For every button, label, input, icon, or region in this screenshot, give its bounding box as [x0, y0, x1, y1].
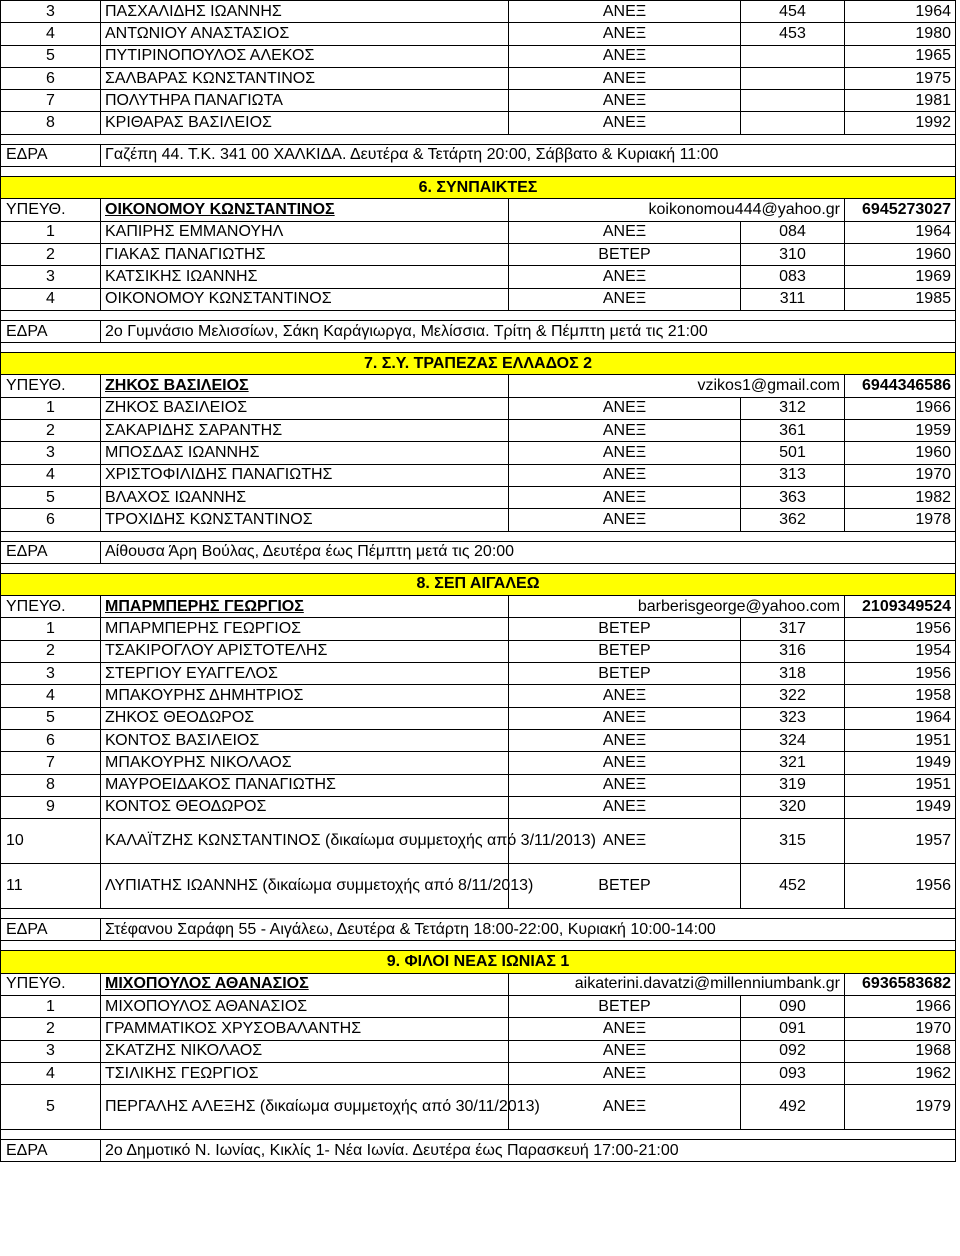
player-birth-year: 1964	[845, 221, 956, 243]
player-code: 317	[741, 618, 845, 640]
venue-label: ΕΔΡΑ	[1, 320, 101, 342]
venue-row	[1, 1140, 956, 1162]
player-name: ΚΡΙΘΑΡΑΣ ΒΑΣΙΛΕΙΟΣ	[101, 112, 509, 134]
player-number: 3	[1, 266, 101, 288]
spacer-cell	[1, 941, 956, 951]
venue-row	[1, 541, 956, 563]
player-name: ΣΑΚΑΡΙΔΗΣ ΣΑΡΑΝΤΗΣ	[101, 420, 509, 442]
manager-name: ΖΗΚΟΣ ΒΑΣΙΛΕΙΟΣ	[101, 375, 509, 397]
player-position: ΑΝΕΞ	[509, 752, 741, 774]
player-name: ΣΚΑΤΖΗΣ ΝΙΚΟΛΑΟΣ	[101, 1040, 509, 1062]
player-row	[1, 112, 956, 134]
player-row	[1, 420, 956, 442]
player-code: 090	[741, 995, 845, 1017]
player-position: ΑΝΕΞ	[509, 420, 741, 442]
player-row	[1, 221, 956, 243]
player-name: ΓΡΑΜΜΑΤΙΚΟΣ ΧΡΥΣΟΒΑΛΑΝΤΗΣ	[101, 1018, 509, 1040]
player-number: 7	[1, 752, 101, 774]
player-code: 453	[741, 23, 845, 45]
player-code: 454	[741, 1, 845, 23]
spacer-cell	[1, 310, 956, 320]
manager-phone: 6945273027	[845, 199, 956, 221]
spacer-cell	[1, 563, 956, 573]
player-position: ΑΝΕΞ	[509, 266, 741, 288]
player-name: ΜΙΧΟΠΟΥΛΟΣ ΑΘΑΝΑΣΙΟΣ	[101, 995, 509, 1017]
player-birth-year: 1954	[845, 640, 956, 662]
player-name: ΠΑΣΧΑΛΙΔΗΣ ΙΩΑΝΝΗΣ	[101, 1, 509, 23]
player-birth-year: 1951	[845, 729, 956, 751]
venue-row	[1, 320, 956, 342]
player-code: 501	[741, 442, 845, 464]
venue-label: ΕΔΡΑ	[1, 919, 101, 941]
manager-email: aikaterini.davatzi@millenniumbank.gr	[509, 973, 845, 995]
spacer-row	[1, 343, 956, 353]
player-birth-year: 1966	[845, 995, 956, 1017]
player-name: ΚΑΛΑΪΤΖΗΣ ΚΩΝΣΤΑΝΤΙΝΟΣ (δικαίωμα συμμετοχής από 3/11/2013)	[101, 819, 509, 864]
player-number: 2	[1, 243, 101, 265]
team-title: 6. ΣΥΝΠΑΙΚΤΕΣ	[1, 177, 956, 199]
player-position: ΑΝΕΞ	[509, 707, 741, 729]
team-head-row	[1, 375, 956, 397]
player-position: ΑΝΕΞ	[509, 1040, 741, 1062]
venue-text: Αίθουσα Άρη Βούλας, Δευτέρα έως Πέμπτη μετά τις 20:00	[101, 541, 956, 563]
manager-phone: 6944346586	[845, 375, 956, 397]
player-row	[1, 486, 956, 508]
player-name: ΑΝΤΩΝΙΟΥ ΑΝΑΣΤΑΣΙΟΣ	[101, 23, 509, 45]
player-birth-year: 1979	[845, 1085, 956, 1130]
player-name: ΚΟΝΤΟΣ ΘΕΟΔΩΡΟΣ	[101, 796, 509, 818]
player-birth-year: 1978	[845, 509, 956, 531]
player-number: 4	[1, 464, 101, 486]
player-position: ΑΝΕΞ	[509, 112, 741, 134]
player-code: 324	[741, 729, 845, 751]
team-title: 9. ΦΙΛΟΙ ΝΕΑΣ ΙΩΝΙΑΣ 1	[1, 951, 956, 973]
player-number: 3	[1, 663, 101, 685]
player-row	[1, 90, 956, 112]
player-code	[741, 112, 845, 134]
player-birth-year: 1975	[845, 67, 956, 89]
spacer-cell	[1, 134, 956, 144]
spacer-row	[1, 167, 956, 177]
team-head-row	[1, 596, 956, 618]
player-row	[1, 864, 956, 909]
player-position: ΒΕΤΕΡ	[509, 243, 741, 265]
manager-label: ΥΠΕΥΘ.	[1, 973, 101, 995]
player-row	[1, 397, 956, 419]
player-number: 5	[1, 707, 101, 729]
player-position: ΑΝΕΞ	[509, 45, 741, 67]
player-row	[1, 266, 956, 288]
player-birth-year: 1982	[845, 486, 956, 508]
player-position: ΒΕΤΕΡ	[509, 618, 741, 640]
manager-label: ΥΠΕΥΘ.	[1, 199, 101, 221]
spacer-row	[1, 941, 956, 951]
team-title: 7. Σ.Υ. ΤΡΑΠΕΖΑΣ ΕΛΛΑΔΟΣ 2	[1, 353, 956, 375]
venue-row	[1, 144, 956, 166]
player-birth-year: 1949	[845, 796, 956, 818]
player-birth-year: 1980	[845, 23, 956, 45]
player-name: ΖΗΚΟΣ ΒΑΣΙΛΕΙΟΣ	[101, 397, 509, 419]
spacer-cell	[1, 531, 956, 541]
player-birth-year: 1958	[845, 685, 956, 707]
player-position: ΒΕΤΕΡ	[509, 663, 741, 685]
team-title-row	[1, 353, 956, 375]
manager-email: koikonomou444@yahoo.gr	[509, 199, 845, 221]
player-number: 2	[1, 1018, 101, 1040]
venue-text: Γαζέπη 44. Τ.Κ. 341 00 ΧΑΛΚΙΔΑ. Δευτέρα & Τετάρτη 20:00, Σάββατο & Κυριακή 11:00	[101, 144, 956, 166]
player-name: ΚΟΝΤΟΣ ΒΑΣΙΛΕΙΟΣ	[101, 729, 509, 751]
player-number: 4	[1, 685, 101, 707]
player-name: ΛΥΠΙΑΤΗΣ ΙΩΑΝΝΗΣ (δικαίωμα συμμετοχής από 8/11/2013)	[101, 864, 509, 909]
player-position: ΑΝΕΞ	[509, 1018, 741, 1040]
player-position: ΒΕΤΕΡ	[509, 995, 741, 1017]
player-code: 093	[741, 1062, 845, 1084]
player-code: 492	[741, 1085, 845, 1130]
player-code: 316	[741, 640, 845, 662]
player-row	[1, 1085, 956, 1130]
player-row	[1, 288, 956, 310]
player-number: 4	[1, 1062, 101, 1084]
player-birth-year: 1964	[845, 707, 956, 729]
player-position: ΒΕΤΕΡ	[509, 864, 741, 909]
player-code: 091	[741, 1018, 845, 1040]
player-number: 7	[1, 90, 101, 112]
player-row	[1, 707, 956, 729]
venue-label: ΕΔΡΑ	[1, 541, 101, 563]
player-name: ΧΡΙΣΤΟΦΙΛΙΔΗΣ ΠΑΝΑΓΙΩΤΗΣ	[101, 464, 509, 486]
spacer-cell	[1, 909, 956, 919]
player-name: ΣΑΛΒΑΡΑΣ ΚΩΝΣΤΑΝΤΙΝΟΣ	[101, 67, 509, 89]
player-row	[1, 442, 956, 464]
venue-label: ΕΔΡΑ	[1, 1140, 101, 1162]
player-position: ΑΝΕΞ	[509, 796, 741, 818]
manager-email: vzikos1@gmail.com	[509, 375, 845, 397]
player-birth-year: 1969	[845, 266, 956, 288]
player-number: 2	[1, 640, 101, 662]
venue-label: ΕΔΡΑ	[1, 144, 101, 166]
player-birth-year: 1956	[845, 663, 956, 685]
player-number: 4	[1, 288, 101, 310]
venue-row	[1, 919, 956, 941]
player-birth-year: 1959	[845, 420, 956, 442]
player-code: 084	[741, 221, 845, 243]
player-birth-year: 1960	[845, 243, 956, 265]
team-head-row	[1, 973, 956, 995]
player-row	[1, 685, 956, 707]
manager-label: ΥΠΕΥΘ.	[1, 375, 101, 397]
player-birth-year: 1957	[845, 819, 956, 864]
spacer-cell	[1, 1130, 956, 1140]
spacer-row	[1, 531, 956, 541]
player-row	[1, 1040, 956, 1062]
player-name: ΤΡΟΧΙΔΗΣ ΚΩΝΣΤΑΝΤΙΝΟΣ	[101, 509, 509, 531]
spacer-row	[1, 909, 956, 919]
player-number: 8	[1, 774, 101, 796]
player-position: ΑΝΕΞ	[509, 442, 741, 464]
player-row	[1, 774, 956, 796]
player-birth-year: 1962	[845, 1062, 956, 1084]
player-code: 083	[741, 266, 845, 288]
manager-name: ΜΠΑΡΜΠΕΡΗΣ ΓΕΩΡΓΙΟΣ	[101, 596, 509, 618]
player-row	[1, 819, 956, 864]
player-birth-year: 1965	[845, 45, 956, 67]
player-number: 3	[1, 1, 101, 23]
player-row	[1, 729, 956, 751]
player-code	[741, 90, 845, 112]
player-name: ΟΙΚΟΝΟΜΟΥ ΚΩΝΣΤΑΝΤΙΝΟΣ	[101, 288, 509, 310]
player-code: 312	[741, 397, 845, 419]
player-row	[1, 1, 956, 23]
team-title-row	[1, 177, 956, 199]
player-position: ΑΝΕΞ	[509, 1, 741, 23]
player-birth-year: 1985	[845, 288, 956, 310]
player-row	[1, 67, 956, 89]
spacer-row	[1, 134, 956, 144]
player-position: ΑΝΕΞ	[509, 67, 741, 89]
player-number: 4	[1, 23, 101, 45]
player-name: ΜΠΟΣΔΑΣ ΙΩΑΝΝΗΣ	[101, 442, 509, 464]
manager-name: ΜΙΧΟΠΟΥΛΟΣ ΑΘΑΝΑΣΙΟΣ	[101, 973, 509, 995]
player-name: ΜΠΑΚΟΥΡΗΣ ΔΗΜΗΤΡΙΟΣ	[101, 685, 509, 707]
player-row	[1, 509, 956, 531]
player-name: ΠΥΤΙΡΙΝΟΠΟΥΛΟΣ ΑΛΕΚΟΣ	[101, 45, 509, 67]
manager-name: ΟΙΚΟΝΟΜΟΥ ΚΩΝΣΤΑΝΤΙΝΟΣ	[101, 199, 509, 221]
manager-label: ΥΠΕΥΘ.	[1, 596, 101, 618]
player-code: 319	[741, 774, 845, 796]
player-name: ΤΣΑΚΙΡΟΓΛΟΥ ΑΡΙΣΤΟΤΕΛΗΣ	[101, 640, 509, 662]
team-title-row	[1, 573, 956, 595]
player-number: 6	[1, 67, 101, 89]
player-code: 363	[741, 486, 845, 508]
player-code	[741, 45, 845, 67]
player-number: 6	[1, 509, 101, 531]
player-row	[1, 45, 956, 67]
player-row	[1, 243, 956, 265]
player-number: 6	[1, 729, 101, 751]
player-name: ΠΟΛΥΤΗΡΑ ΠΑΝΑΓΙΩΤΑ	[101, 90, 509, 112]
player-position: ΑΝΕΞ	[509, 1085, 741, 1130]
player-birth-year: 1949	[845, 752, 956, 774]
player-number: 1	[1, 221, 101, 243]
player-position: ΑΝΕΞ	[509, 819, 741, 864]
player-birth-year: 1966	[845, 397, 956, 419]
spacer-row	[1, 563, 956, 573]
player-row	[1, 618, 956, 640]
team-title-row	[1, 951, 956, 973]
spacer-cell	[1, 343, 956, 353]
player-name: ΣΤΕΡΓΙΟΥ ΕΥΑΓΓΕΛΟΣ	[101, 663, 509, 685]
spacer-row	[1, 310, 956, 320]
player-number: 3	[1, 442, 101, 464]
spacer-row	[1, 1130, 956, 1140]
player-position: ΑΝΕΞ	[509, 774, 741, 796]
venue-text: 2ο Γυμνάσιο Μελισσίων, Σάκη Καράγιωργα, Μελίσσια. Τρίτη & Πέμπτη μετά τις 21:00	[101, 320, 956, 342]
player-name: ΚΑΤΣΙΚΗΣ ΙΩΑΝΝΗΣ	[101, 266, 509, 288]
player-code: 321	[741, 752, 845, 774]
player-birth-year: 1964	[845, 1, 956, 23]
player-number: 2	[1, 420, 101, 442]
player-code: 320	[741, 796, 845, 818]
player-code: 318	[741, 663, 845, 685]
player-name: ΜΑΥΡΟΕΙΔΑΚΟΣ ΠΑΝΑΓΙΩΤΗΣ	[101, 774, 509, 796]
player-row	[1, 752, 956, 774]
player-code: 092	[741, 1040, 845, 1062]
player-birth-year: 1951	[845, 774, 956, 796]
player-code: 361	[741, 420, 845, 442]
player-name: ΓΙΑΚΑΣ ΠΑΝΑΓΙΩΤΗΣ	[101, 243, 509, 265]
player-position: ΑΝΕΞ	[509, 509, 741, 531]
player-row	[1, 464, 956, 486]
player-code: 322	[741, 685, 845, 707]
player-position: ΑΝΕΞ	[509, 221, 741, 243]
player-row	[1, 640, 956, 662]
player-position: ΑΝΕΞ	[509, 23, 741, 45]
player-row	[1, 663, 956, 685]
player-birth-year: 1970	[845, 1018, 956, 1040]
player-number: 3	[1, 1040, 101, 1062]
player-position: ΑΝΕΞ	[509, 90, 741, 112]
player-code: 313	[741, 464, 845, 486]
player-row	[1, 796, 956, 818]
player-position: ΑΝΕΞ	[509, 1062, 741, 1084]
player-number: 5	[1, 45, 101, 67]
player-birth-year: 1981	[845, 90, 956, 112]
player-number: 10	[1, 819, 101, 864]
player-position: ΒΕΤΕΡ	[509, 640, 741, 662]
player-number: 9	[1, 796, 101, 818]
player-code: 311	[741, 288, 845, 310]
player-position: ΑΝΕΞ	[509, 397, 741, 419]
player-name: ΜΠΑΚΟΥΡΗΣ ΝΙΚΟΛΑΟΣ	[101, 752, 509, 774]
player-name: ΜΠΑΡΜΠΕΡΗΣ ΓΕΩΡΓΙΟΣ	[101, 618, 509, 640]
player-code: 452	[741, 864, 845, 909]
player-position: ΑΝΕΞ	[509, 729, 741, 751]
player-birth-year: 1956	[845, 864, 956, 909]
player-row	[1, 995, 956, 1017]
player-position: ΑΝΕΞ	[509, 288, 741, 310]
player-code: 315	[741, 819, 845, 864]
player-birth-year: 1968	[845, 1040, 956, 1062]
player-number: 5	[1, 486, 101, 508]
player-number: 1	[1, 397, 101, 419]
player-row	[1, 1018, 956, 1040]
player-row	[1, 23, 956, 45]
venue-text: Στέφανου Σαράφη 55 - Αιγάλεω, Δευτέρα & Τετάρτη 18:00-22:00, Κυριακή 10:00-14:00	[101, 919, 956, 941]
player-name: ΤΣΙΛΙΚΗΣ ΓΕΩΡΓΙΟΣ	[101, 1062, 509, 1084]
player-birth-year: 1970	[845, 464, 956, 486]
player-birth-year: 1960	[845, 442, 956, 464]
player-position: ΑΝΕΞ	[509, 464, 741, 486]
player-number: 1	[1, 618, 101, 640]
player-position: ΑΝΕΞ	[509, 685, 741, 707]
player-number: 1	[1, 995, 101, 1017]
player-name: ΒΛΑΧΟΣ ΙΩΑΝΝΗΣ	[101, 486, 509, 508]
player-code: 310	[741, 243, 845, 265]
spacer-cell	[1, 167, 956, 177]
manager-phone: 2109349524	[845, 596, 956, 618]
manager-email: barberisgeorge@yahoo.com	[509, 596, 845, 618]
player-code: 323	[741, 707, 845, 729]
player-row	[1, 1062, 956, 1084]
player-code	[741, 67, 845, 89]
player-position: ΑΝΕΞ	[509, 486, 741, 508]
player-name: ΚΑΠΙΡΗΣ ΕΜΜΑΝΟΥΗΛ	[101, 221, 509, 243]
player-birth-year: 1992	[845, 112, 956, 134]
player-number: 8	[1, 112, 101, 134]
player-name: ΠΕΡΓΑΛΗΣ ΑΛΕΞΗΣ (δικαίωμα συμμετοχής από 30/11/2013)	[101, 1085, 509, 1130]
team-title: 8. ΣΕΠ ΑΙΓΑΛΕΩ	[1, 573, 956, 595]
player-number: 11	[1, 864, 101, 909]
player-birth-year: 1956	[845, 618, 956, 640]
player-number: 5	[1, 1085, 101, 1130]
player-code: 362	[741, 509, 845, 531]
player-name: ΖΗΚΟΣ ΘΕΟΔΩΡΟΣ	[101, 707, 509, 729]
team-head-row	[1, 199, 956, 221]
venue-text: 2ο Δημοτικό Ν. Ιωνίας, Κικλίς 1- Νέα Ιωνία. Δευτέρα έως Παρασκευή 17:00-21:00	[101, 1140, 956, 1162]
manager-phone: 6936583682	[845, 973, 956, 995]
